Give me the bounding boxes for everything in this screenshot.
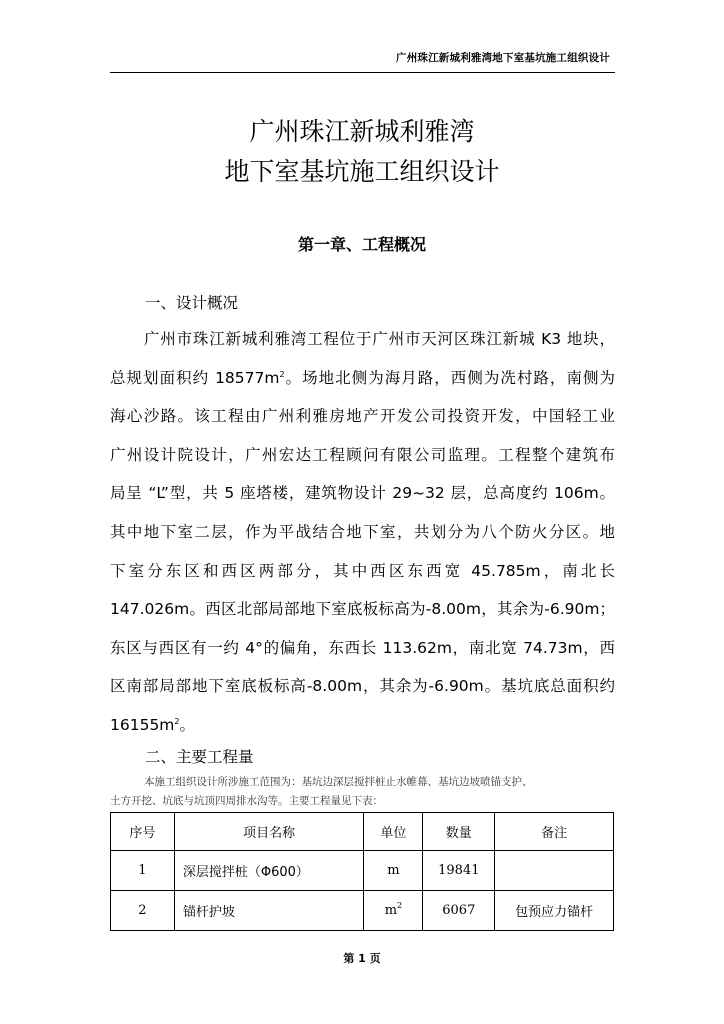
item-quantity: 19841: [423, 851, 495, 891]
paragraph-line: 局呈 “L”型，共 5 座塔楼，建筑物设计 29~32 层，总高度约 106m。: [110, 484, 615, 503]
paragraph-line-part: 。场地北侧为海月路，西侧为冼村路，南侧为: [284, 368, 615, 387]
paragraph-line: 下室分东区和西区两部分，其中西区东西宽 45.785m，南北长: [110, 561, 615, 580]
column-header: 单位: [364, 813, 423, 851]
paragraph-line: 147.026m。西区北部局部地下室底板标高为-8.00m，其余为-6.90m；: [110, 600, 615, 619]
item-quantity: 6067: [423, 891, 495, 931]
paragraph-line: 区南部局部地下室底板标高-8.00m，其余为-6.90m。基坑底总面积约: [110, 677, 615, 696]
running-header: 广州珠江新城利雅湾地下室基坑施工组织设计: [396, 52, 610, 64]
item-unit: [364, 851, 423, 891]
row-number: 1: [111, 851, 175, 891]
scope-description: [110, 773, 615, 811]
paragraph-line: [110, 359, 615, 398]
column-header: 序号: [111, 813, 175, 851]
superscript: 2: [279, 369, 285, 379]
paragraph-line-part: 16155m: [110, 715, 175, 734]
table-header-row: [111, 813, 614, 851]
row-number: 2: [111, 891, 175, 931]
document-title: [0, 112, 724, 192]
scope-line: 本施工组织设计所涉施工范围为：基坑边深层搅拌桩止水帷幕、基坑边坡喷锚支护、: [144, 776, 533, 788]
section-heading-main-quantities: 二、主要工程量: [145, 748, 254, 766]
unit-superscript: 2: [397, 901, 403, 910]
column-header: 数量: [423, 813, 495, 851]
paragraph-line: 东区与西区有一约 4°的偏角，东西长 113.62m，南北宽 74.73m，西: [110, 638, 615, 657]
title-line-1: 广州珠江新城利雅湾: [249, 117, 475, 146]
column-header: 备注: [495, 813, 614, 851]
item-name: 深层搅拌桩（Φ600）: [174, 851, 364, 891]
design-overview-paragraph: [110, 320, 615, 745]
paragraph-line: [110, 706, 615, 745]
paragraph-line: 广州设计院设计，广州宏达工程顾问有限公司监理。工程整个建筑布: [110, 445, 615, 464]
item-note: [495, 851, 614, 891]
column-header: 项目名称: [174, 813, 364, 851]
unit-text: m: [387, 863, 400, 878]
paragraph-line-part: 。: [179, 715, 196, 734]
item-note: 包预应力锚杆: [495, 891, 614, 931]
quantities-table: [110, 812, 614, 931]
section-heading-design-overview: 一、设计概况: [145, 294, 239, 312]
header-rule: [110, 72, 615, 73]
item-unit: [364, 891, 423, 931]
chapter-heading: 第一章、工程概况: [297, 235, 426, 254]
title-line-2: 地下室基坑施工组织设计: [224, 157, 500, 186]
paragraph-line: 海心沙路。该工程由广州利雅房地产开发公司投资开发，中国轻工业: [110, 407, 615, 426]
unit-text: m: [384, 903, 398, 918]
table-row: [111, 851, 614, 891]
paragraph-line-part: 总规划面积约 18577m: [110, 368, 280, 387]
paragraph-line: 其中地下室二层，作为平战结合地下室，共划分为八个防火分区。地: [110, 522, 615, 541]
table-row: [111, 891, 614, 931]
superscript: 2: [174, 716, 180, 726]
page-number: 第 1 页: [343, 952, 381, 965]
item-name: 锚杆护坡: [174, 891, 364, 931]
scope-line: 土方开挖、坑底与坑顶四周排水沟等。主要工程量见下表：: [110, 795, 383, 807]
paragraph-line: 广州市珠江新城利雅湾工程位于广州市天河区珠江新城 K3 地块，: [144, 330, 615, 348]
